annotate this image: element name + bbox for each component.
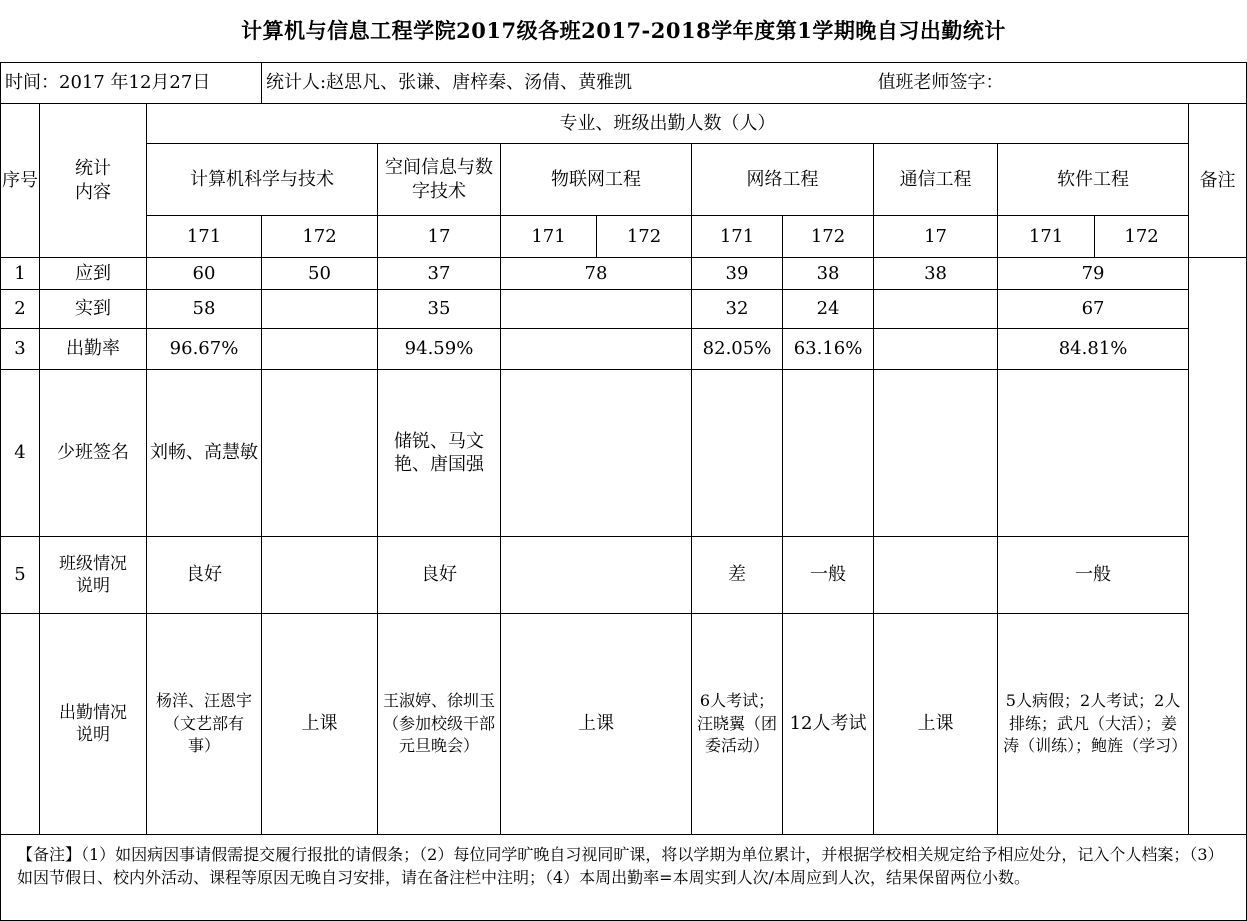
row1-cs172: 50 <box>262 258 378 290</box>
row1-nw171: 39 <box>692 258 783 290</box>
row4-tc17 <box>874 370 998 537</box>
row4-cs171 <box>147 370 262 537</box>
class-tc17: 17 <box>874 216 998 258</box>
class-nw171: 171 <box>692 216 783 258</box>
row2-cs171: 58 <box>147 290 262 329</box>
row4-label: 少班签名 <box>40 370 147 537</box>
row5-nw172: 一般 <box>783 537 874 614</box>
content-header <box>40 104 147 258</box>
major-iot: 物联网工程 <box>501 144 692 216</box>
row4-seq: 4 <box>1 370 40 537</box>
row6-cs172: 上课 <box>262 614 378 835</box>
row4-sp17 <box>378 370 501 537</box>
major-telecom: 通信工程 <box>874 144 998 216</box>
class-cs171: 171 <box>147 216 262 258</box>
row4-cs171-text: 刘畅、高慧敏 <box>150 442 258 464</box>
row6-nw171-text: 6人考试；汪晓翼（团委活动） <box>696 691 777 756</box>
remark-cell <box>1189 258 1247 835</box>
table-row <box>1 370 1247 537</box>
row3-iot <box>501 329 692 370</box>
major-spatial <box>378 144 501 216</box>
row3-tc17 <box>874 329 998 370</box>
row5-sp17: 良好 <box>378 537 501 614</box>
row6-nw171 <box>692 614 783 835</box>
notes-row <box>1 835 1247 921</box>
row6-iot: 上课 <box>501 614 692 835</box>
info-row <box>1 63 1247 104</box>
row3-label: 出勤率 <box>40 329 147 370</box>
row1-tc17: 38 <box>874 258 998 290</box>
table-row <box>1 329 1247 370</box>
row4-sp17-text: 储锐、马文艳、唐国强 <box>394 430 484 475</box>
row5-label <box>40 537 147 614</box>
row4-cs172 <box>262 370 378 537</box>
row1-iot: 78 <box>501 258 692 290</box>
row2-seq: 2 <box>1 290 40 329</box>
row4-nw172 <box>783 370 874 537</box>
row6-nw172: 12人考试 <box>783 614 874 835</box>
row5-seq: 5 <box>1 537 40 614</box>
row6-tc17: 上课 <box>874 614 998 835</box>
class-nw172: 172 <box>783 216 874 258</box>
row6-cs171 <box>147 614 262 835</box>
row4-sw <box>998 370 1189 537</box>
table-row <box>1 258 1247 290</box>
row3-nw172: 63.16% <box>783 329 874 370</box>
row5-nw171: 差 <box>692 537 783 614</box>
row5-tc17 <box>874 537 998 614</box>
row3-cs171: 96.67% <box>147 329 262 370</box>
row1-cs171: 60 <box>147 258 262 290</box>
stat-by-text: 统计人:赵思凡、张谦、唐梓秦、汤倩、黄雅凯 <box>266 72 633 94</box>
stat-by-cell <box>262 63 874 104</box>
row5-sw: 一般 <box>998 537 1189 614</box>
row4-nw171 <box>692 370 783 537</box>
class-cs172: 172 <box>262 216 378 258</box>
teacher-sign-cell <box>874 63 1247 104</box>
major-spatial-text: 空间信息与数字技术 <box>385 157 493 202</box>
table-row <box>1 537 1247 614</box>
seq-header: 序号 <box>1 104 40 258</box>
remark-header: 备注 <box>1189 104 1247 258</box>
row2-sw: 67 <box>998 290 1189 329</box>
header-row-1 <box>1 104 1247 144</box>
row6-sp17 <box>378 614 501 835</box>
row2-tc17 <box>874 290 998 329</box>
row1-sp17: 37 <box>378 258 501 290</box>
group-title: 专业、班级出勤人数（人） <box>147 104 1189 144</box>
row2-iot <box>501 290 692 329</box>
attendance-table <box>0 62 1247 921</box>
header-row-2 <box>1 144 1247 216</box>
class-iot171: 171 <box>501 216 597 258</box>
row6-seq <box>1 614 40 835</box>
sheet-title: 计算机与信息工程学院2017级各班2017-2018学年度第1学期晚自习出勤统计 <box>241 18 1006 43</box>
row3-seq: 3 <box>1 329 40 370</box>
row1-seq: 1 <box>1 258 40 290</box>
row4-iot <box>501 370 692 537</box>
class-sw172: 172 <box>1095 216 1189 258</box>
row1-sw: 79 <box>998 258 1189 290</box>
row3-cs172 <box>262 329 378 370</box>
row6-sw-text: 5人病假；2人考试；2人排练；武凡（大活）；姜涛（训练）；鲍旌（学习） <box>1003 691 1188 756</box>
table-row <box>1 614 1247 835</box>
row1-nw172: 38 <box>783 258 874 290</box>
major-network: 网络工程 <box>692 144 874 216</box>
row6-label <box>40 614 147 835</box>
row2-nw171: 32 <box>692 290 783 329</box>
row3-sw: 84.81% <box>998 329 1189 370</box>
row2-sp17: 35 <box>378 290 501 329</box>
row6-label-text: 出勤情况说明 <box>59 702 127 745</box>
row6-cs171-text: 杨洋、汪恩宇（文艺部有事） <box>156 691 253 756</box>
content-header-text: 统计内容 <box>75 158 111 203</box>
row6-sp17-text: 王淑婷、徐圳玉（参加校级干部元旦晚会） <box>383 691 496 756</box>
row1-label: 应到 <box>40 258 147 290</box>
row6-sw <box>998 614 1189 835</box>
row5-cs171: 良好 <box>147 537 262 614</box>
row5-label-text: 班级情况说明 <box>59 553 127 596</box>
row5-cs172 <box>262 537 378 614</box>
time-cell <box>1 63 262 104</box>
class-iot172: 172 <box>597 216 692 258</box>
table-row <box>1 290 1247 329</box>
row2-label: 实到 <box>40 290 147 329</box>
row3-nw171: 82.05% <box>692 329 783 370</box>
major-software: 软件工程 <box>998 144 1189 216</box>
row3-sp17: 94.59% <box>378 329 501 370</box>
row5-iot <box>501 537 692 614</box>
row2-cs172 <box>262 290 378 329</box>
header-row-3 <box>1 216 1247 258</box>
major-cs: 计算机科学与技术 <box>147 144 378 216</box>
notes-text: 【备注】（1）如因病因事请假需提交履行报批的请假条；（2）每位同学旷晚自习视同旷课，将以学期为单位累计，并根据学校相关规定给予相应处分，记入个人档案；（3）如因节假日、校内外活动、课程等原因无晚自习安排，请在备注栏中注明；（4）本周出勤率=本周实到人次/本周应到人次，结果保留两位小数。 <box>1 835 1247 921</box>
row2-nw172: 24 <box>783 290 874 329</box>
teacher-sign-text: 值班老师签字： <box>877 72 1004 94</box>
time-text: 时间：2017 年12月27日 <box>5 72 211 94</box>
class-sp17: 17 <box>378 216 501 258</box>
class-sw171: 171 <box>998 216 1095 258</box>
